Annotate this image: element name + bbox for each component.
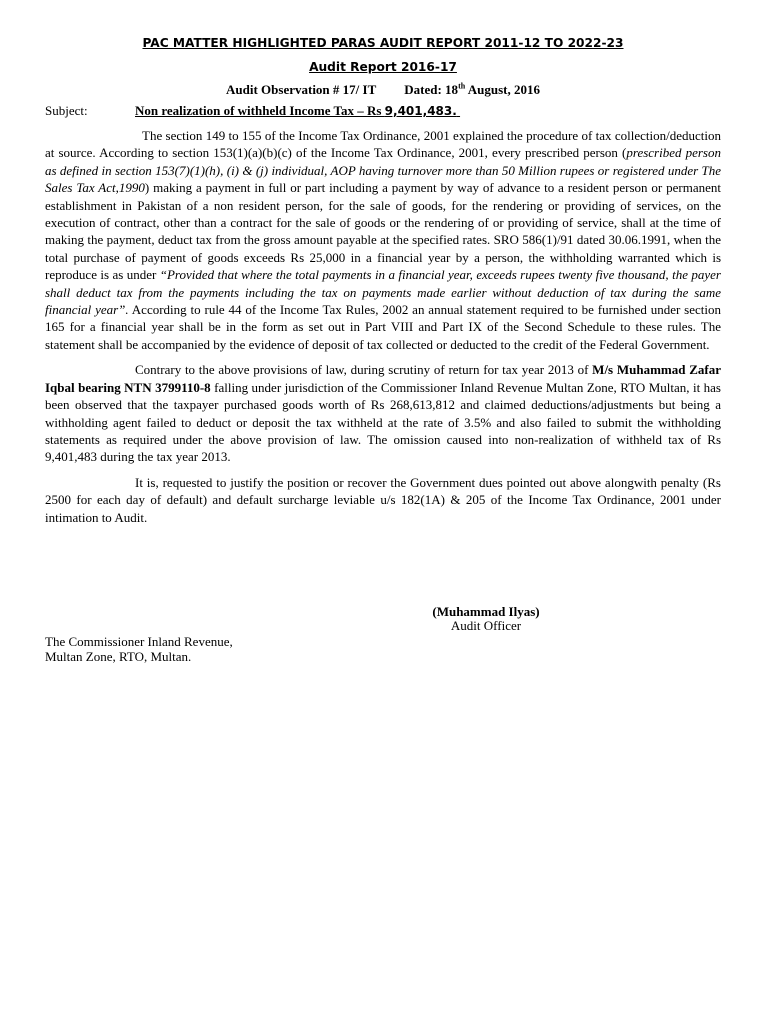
subject-text: Non realization of withheld Income Tax – Rs 9,401,483.: [135, 103, 457, 118]
subject-label: Subject:: [45, 103, 88, 118]
paragraph-request: It is, requested to justify the position or recover the Government dues pointed out above alongwith penalty (Rs 2500 for each day of default) and default surcharge leviable u/s 182(1A) & 205 of the Income Tax Ordinance, 2001 under intimation to Audit.: [45, 474, 721, 525]
document-page: [45, 35, 721, 526]
signatory-name: (Muhammad Ilyas): [432, 604, 540, 619]
signatory-designation: Audit Officer: [450, 618, 522, 633]
addressee-block: [45, 634, 233, 664]
report-title: Audit Report 2016-17: [309, 60, 457, 74]
subject-line: [45, 102, 721, 119]
paragraph-procedure: The section 149 to 155 of the Income Tax Ordinance, 2001 explained the procedure of tax collection/deduction at source. According to section 153(1)(a)(b)(c) of the Income Tax Ordinance, 2001, every prescribed person (prescribed person as defined in section 153(7)(1)(h), (i) & (j) individual, AOP having turnover more than 50 Million rupees or registered under The Sales Tax Act,1990) making a payment in full or part including a payment by way of advance to a resident person or permanent establishment in Pakistan of a non resident person, for the sale of goods, for the rendering or providing of services, on the execution of contract, other than a contract for the sale of goods or the rendering of or providing of service, shall at the time of making the payment, deduct tax from the gross amount payable at the specified rates. SRO 586(1)/91 dated 30.06.1991, when the total purchase of payment of goods exceeds Rs 25,000 in a financial year by a person, the withholding warranted which is reproduce is as under “Provided that where the total payments in a financial year, exceeds rupees twenty five thousand, the payer shall deduct tax from the payments including the tax on payments made earlier without deduction of tax during the same financial year”. According to rule 44 of the Income Tax Rules, 2002 an annual statement required to be furnished under section 165 for a financial year shall be in the form as set out in Part VIII and Part IX of the Second Schedule to these rules. The statement shall be accompanied by the evidence of deposit of tax collected or deducted to the credit of the Federal Government.: [45, 128, 721, 352]
observation-number: Audit Observation # 17/ IT: [226, 82, 377, 97]
addressee-line-2: Multan Zone, RTO, Multan.: [45, 649, 192, 664]
paragraph-observation: Contrary to the above provisions of law, during scrutiny of return for tax year 2013 of M/s Muhammad Zafar Iqbal bearing NTN 3799110-8 falling under jurisdiction of the Commissioner Inland Revenue Multan Zone, RTO Multan, it has been observed that the taxpayer purchased goods worth of Rs 268,613,812 and claimed deductions/adjustments but being a withholding agent failed to deduct or deposit the tax withheld at the rate of 3.5% and also failed to submit the withholding statements as required under the above provision of law. The omission caused into non-realization of withheld tax of Rs 9,401,483 during the tax year 2013.: [45, 362, 721, 465]
observation-date: Dated: 18th August, 2016: [404, 81, 540, 97]
addressee-line-1: The Commissioner Inland Revenue,: [45, 634, 233, 649]
document-title: PAC MATTER HIGHLIGHTED PARAS AUDIT REPORT 2011-12 TO 2022-23: [142, 36, 624, 50]
observation-line: [45, 81, 721, 98]
signature-block: [400, 605, 572, 633]
